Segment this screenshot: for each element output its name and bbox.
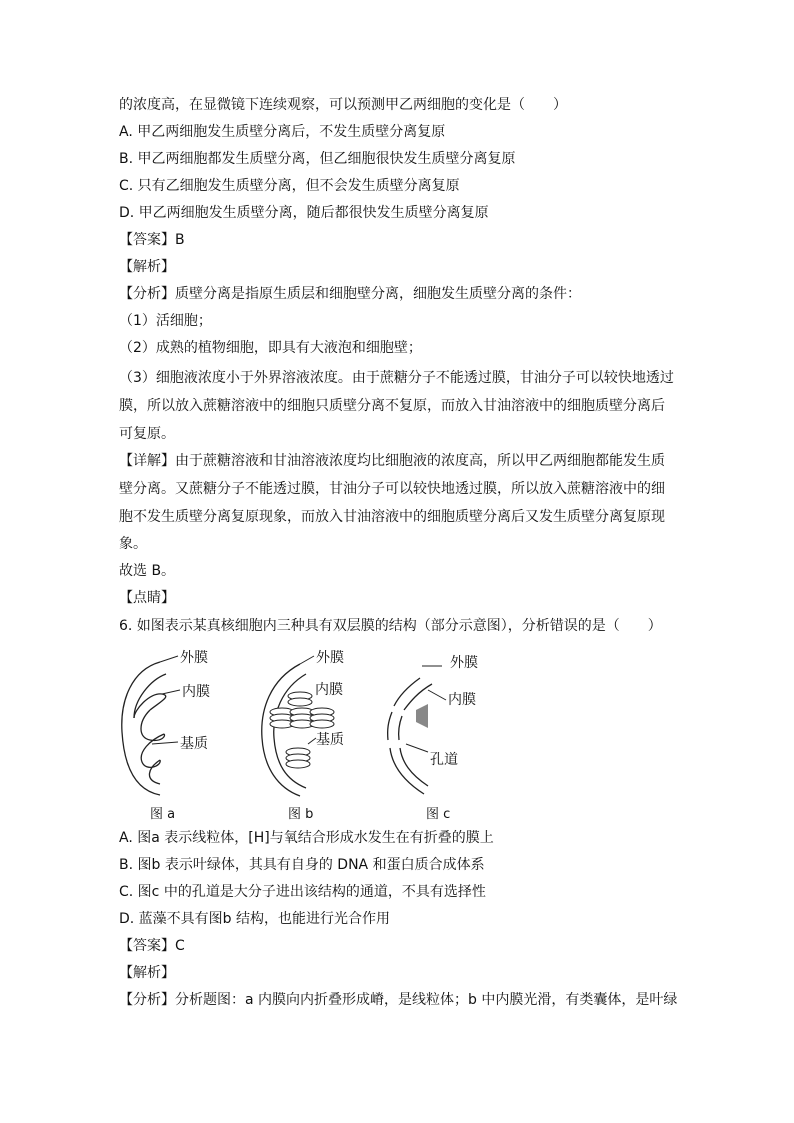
option-d: D. 甲乙两细胞发生质壁分离，随后都很快发生质壁分离复原 <box>119 205 489 221</box>
analysis-heading: 【解析】 <box>119 259 175 275</box>
q6-analysis-heading: 【解析】 <box>119 965 175 981</box>
figure-b-chloroplast <box>262 664 306 796</box>
figure-c-pore-label: 孔道 <box>430 752 458 768</box>
q6-option-c: C. 图c 中的孔道是大分子进出该结构的通道，不具有选择性 <box>119 884 486 900</box>
figure-a-outer-label: 外膜 <box>180 650 208 666</box>
condition-3-end: 可复原。 <box>119 426 175 442</box>
figure-a-outer-leader <box>160 656 178 662</box>
analysis-text: 【分析】质壁分离是指原生质层和细胞壁分离，细胞发生质壁分离的条件： <box>119 286 581 302</box>
detail-text-cont: 壁分离。又蔗糖分子不能透过膜，甘油分子可以较快地透过膜，所以放入蔗糖溶液中的细 <box>119 481 665 497</box>
q6-option-a: A. 图a 表示线粒体，[H]与氧结合形成水发生在有折叠的膜上 <box>119 830 494 846</box>
q6-option-d: D. 蓝藻不具有图b 结构，也能进行光合作用 <box>119 911 391 927</box>
answer-label: 【答案】B <box>119 232 185 248</box>
tip-heading: 【点睛】 <box>119 590 175 606</box>
condition-1: （1）活细胞； <box>119 313 212 329</box>
q6-option-b: B. 图b 表示叶绿体，其具有自身的 DNA 和蛋白质合成体系 <box>119 857 485 873</box>
option-a: A. 甲乙两细胞发生质壁分离后，不发生质壁分离复原 <box>119 124 446 140</box>
condition-3-cont: 膜，所以放入蔗糖溶液中的细胞只质壁分离不复原，而放入甘油溶液中的细胞质壁分离后 <box>119 398 665 414</box>
figure-a-matrix-label: 基质 <box>180 736 208 752</box>
figure-b-outer-leader <box>300 656 314 664</box>
organelle-figure <box>110 640 510 825</box>
figure-a-inner-leader <box>162 690 180 694</box>
figure-c-nuclear-envelope <box>388 678 432 794</box>
q6-answer-label: 【答案】C <box>119 938 185 954</box>
figure-b-outer-label: 外膜 <box>316 650 344 666</box>
figure-a-mitochondrion <box>122 662 166 795</box>
figure-c-outer-label: 外膜 <box>450 655 478 671</box>
figure-b-inner-label: 内膜 <box>315 682 343 698</box>
detail-text-cont2: 胞不发生质壁分离复原现象，而放入甘油溶液中的细胞质壁分离后又发生质壁分离复原现 <box>119 509 665 525</box>
figure-c-caption: 图 c <box>426 807 451 822</box>
option-b: B. 甲乙两细胞都发生质壁分离，但乙细胞很快发生质壁分离复原 <box>119 151 516 167</box>
figure-a-inner-label: 内膜 <box>182 684 210 700</box>
figure-b-caption: 图 b <box>288 807 314 822</box>
detail-text-end: 象。 <box>119 536 147 552</box>
choice-statement: 故选 B。 <box>119 563 176 579</box>
figure-a-matrix-leader <box>152 742 178 744</box>
figure-b-matrix-leader <box>308 738 316 744</box>
question-6-stem: 6. 如图表示某真核细胞内三种具有双层膜的结构（部分示意图），分析错误的是（ ） <box>119 618 662 634</box>
figure-c-inner-label: 内膜 <box>448 692 476 708</box>
option-c: C. 只有乙细胞发生质壁分离，但不会发生质壁分离复原 <box>119 178 460 194</box>
organelle-figure-svg <box>110 640 510 825</box>
detail-text: 【详解】由于蔗糖溶液和甘油溶液浓度均比细胞液的浓度高，所以甲乙两细胞都能发生质 <box>119 453 665 469</box>
figure-b-matrix-label: 基质 <box>316 732 344 748</box>
q6-analysis-text: 【分析】分析题图：a 内膜向内折叠形成嵴，是线粒体；b 中内膜光滑，有类囊体，是叶绿 <box>119 992 678 1008</box>
figure-c-inner-leader <box>428 690 446 700</box>
question-stem-continued: 的浓度高，在显微镜下连续观察，可以预测甲乙两细胞的变化是（ ） <box>119 97 567 113</box>
figure-a-caption: 图 a <box>150 807 176 822</box>
condition-3: （3）细胞液浓度小于外界溶液浓度。由于蔗糖分子不能透过膜，甘油分子可以较快地透过 <box>119 370 674 386</box>
figure-c-pore-leader <box>406 744 428 752</box>
figure-c-pore-marker <box>416 704 428 728</box>
condition-2: （2）成熟的植物细胞，即具有大液泡和细胞壁； <box>119 340 422 356</box>
